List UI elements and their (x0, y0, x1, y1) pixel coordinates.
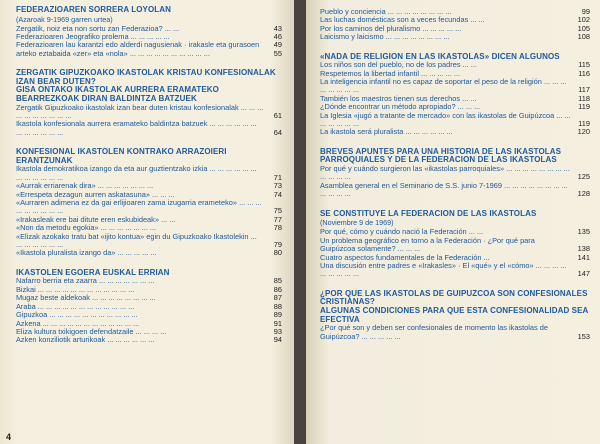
entry-page-number: 87 (273, 293, 282, 303)
entry-title: Zergatik, noiz eta non sortu zan Federazioa? ... ... (16, 23, 180, 33)
toc-entry (320, 112, 590, 129)
entry-page-number: 141 (577, 252, 590, 262)
entry-title: «Elizak azokako tratu bat «ijito kontua» egin du Gipuzkoako Ikastolekin ... ... ... ... ... ... ... (16, 231, 257, 250)
entry-title: Eliza kultura txikigoen defendatzaile ... ... ... ... (16, 326, 167, 336)
entry-page-number: 147 (577, 269, 590, 279)
toc-section (320, 53, 590, 137)
toc-entry (320, 78, 590, 95)
toc-entry (16, 249, 282, 257)
entry-title: Ikastola demokratikoa izango da eta aur guztientzako izkia ... ... ... ... ... ... ... ... ... ... ... ... (16, 164, 257, 182)
entry-page-number: 105 (577, 23, 590, 33)
entry-title: Ikastola konfesionala aurrera eramateko baldintza batzuek ... ... ... ... ... ... ... ... ... ... ... ... (16, 119, 257, 137)
entry-page-number: 49 55 (273, 40, 282, 58)
entry-title: La inteligencia infantil no es capaz de soportar el peso de la religión ... ... ... ... ... ... ... ... (320, 77, 567, 95)
entry-page-number: 116 (578, 68, 590, 78)
entry-page-number: 125 (577, 172, 590, 182)
entry-title: Por qué y cuándo surgieron las «ikastolas parroquiales» ... ... ... ... ... ... ... ... ... ... ... ... (320, 164, 570, 182)
left-page (0, 0, 294, 444)
section-title: BREVES APUNTES PARA UNA HISTORIA DE LAS IKASTOLAS PARROQUIALES Y DE LA FEDERACION DE LAS IKASTOLAS (320, 146, 562, 165)
entry-title: Respetemos la libertad infantil ... ... ... ... ... (320, 68, 461, 78)
entry-page-number: 108 (577, 32, 590, 42)
page-number: 4 (6, 432, 12, 442)
entry-title: Federazioaren Jeografiko prolema ... ... ... ... ... (16, 32, 170, 41)
entry-page-number: 86 (273, 284, 282, 294)
toc-section (16, 6, 282, 58)
section-title: KONFESIONAL IKASTOLEN KONTRAKO ARRAZOIERI ERANTZUNAK (16, 147, 227, 165)
entry-title: Azken konziliotik arturikoak ... ... ... ... ... ... (16, 335, 155, 345)
toc-entry (320, 128, 590, 136)
entry-title: Por los caminos del pluralismo ... ... ... ... ... (320, 23, 462, 33)
entry-title: Nafarro berria eta zaarra ... ... ... ... ... ... ... (16, 276, 155, 286)
entry-title: Zergatik Gipuzkoako ikastolak izan bear duten kristau konfesionalak ... ... ... ... ... ... ... ... ... ... (16, 102, 264, 120)
section-title: «NADA DE RELIGION EN LAS IKASTOLAS» DICEN ALGUNOS (320, 51, 560, 61)
entry-page-number: 46 (273, 32, 282, 41)
entry-title: Asamblea general en el Seminario de S.S. junio 7-1969 ... ... ... ... ... ... ... ... ... ... ... ... (320, 180, 568, 199)
section-subtitle: (Noviembre 9 de 1969) (320, 218, 394, 228)
entry-page-number: 135 (577, 227, 590, 237)
entry-page-number: 85 (273, 276, 282, 286)
toc-entry (16, 165, 282, 182)
entry-page-number: 120 (577, 127, 590, 137)
entry-title: También los maestros tienen sus derechos ... ... (320, 93, 477, 103)
section-title: FEDERAZIOAREN SORRERA LOYOLAN (16, 5, 172, 14)
toc-entry (16, 233, 282, 250)
entry-title: Cuatro aspectos fundamentales de la Federación ... (320, 252, 490, 262)
toc-section (320, 290, 590, 341)
entry-page-number: 119 (578, 102, 590, 112)
entry-page-number: 89 (273, 310, 282, 320)
entry-page-number: 94 (273, 335, 282, 345)
toc-entry (320, 165, 590, 182)
entry-page-number: 119 (578, 119, 590, 129)
entry-page-number: 64 (273, 127, 282, 137)
toc-entry (16, 336, 282, 344)
entry-title: Laicismo y laicismo ... ... ... ... ... ... ... ... (320, 32, 450, 42)
toc-entry (320, 324, 590, 341)
toc-section (16, 269, 282, 345)
section-title: ZERGATIK GIPUZKOAKO IKASTOLAK KRISTAU KONFESIONALAK IZAN BEAR DUTEN? (16, 68, 276, 86)
entry-page-number: 78 (273, 223, 282, 233)
entry-title: «Non da metodu egokia» ... ... ... ... ... ... ... (16, 223, 157, 233)
entry-page-number: 91 (273, 318, 282, 328)
entry-page-number: 80 (273, 248, 282, 258)
entry-page-number: 93 (273, 326, 282, 336)
entry-page-number: 75 (273, 206, 282, 216)
toc-entry (320, 33, 590, 41)
entry-title: «Errespeta dezagun aurren askatasuna» ... ... ... (16, 189, 175, 199)
entry-title: «Aurraren adimena ez da gai erlijioaren zama izugarria erameteko» ... ... ... ... ... ... ... ... ... (16, 198, 262, 216)
entry-page-number: 61 (273, 111, 282, 120)
entry-title: La ikastola será pluralista ... ... ... ... ... ... (320, 127, 453, 137)
entry-title: Azkena ... ... ... ... ... ... ... ... ... ... ... ... (16, 318, 140, 328)
toc-entry (320, 182, 590, 199)
toc-section (16, 69, 282, 137)
entry-title: Gipuzkoa ... ... ... ... ... ... ... ... ... ... ... (16, 310, 138, 320)
toc-entry (16, 41, 282, 58)
entry-page-number: 115 (578, 60, 590, 70)
entry-page-number: 73 (273, 181, 282, 191)
entry-title: Una discusión entre padres e «Irakasles» · El «qué» y el «cómo» ... ... ... ... ... ... ... ... ... (320, 260, 567, 279)
entry-page-number: 117 (578, 85, 590, 95)
entry-title: Bizkai ... ... ... ... ... ... ... ... ... ... ... ... (16, 284, 135, 294)
entry-title: «Irakasleak ere bai ditute eren eskubideak» ... ... (16, 214, 176, 224)
entry-page-number: 118 (578, 93, 590, 103)
entry-page-number: 88 (273, 301, 282, 311)
entry-title: Araba ... ... ... ... ... ... ... ... ... ... ... ... (16, 301, 135, 311)
section-title: GISA ONTAKO IKASTOLAK AURRERA ERAMATEKO BEARREZKOAK DIRAN BALDINTZA BATZUEK (16, 85, 220, 103)
entry-page-number: 128 (577, 189, 590, 199)
toc-entry (16, 120, 282, 137)
entry-title: «Ikastola pluralista izango da» ... ... ... ... ... (16, 248, 157, 258)
entry-title: Pueblo y conciencia ... ... ... ... ... ... ... ... (320, 7, 452, 16)
toc-entry (320, 262, 590, 279)
entry-page-number: 102 (577, 15, 590, 25)
section-title: SE CONSTITUYE LA FEDERACION DE LAS IKASTOLAS (320, 208, 537, 218)
entry-page-number: 79 (273, 240, 282, 250)
entry-title: ¿Por qué son y deben ser confesionales de momento las ikastolas de Guipúzcoa? ... ... ... ... ... (320, 323, 549, 341)
entry-title: Los niños son del pueblo, no de los padres ... ... (320, 60, 477, 70)
entry-page-number: 71 (273, 172, 282, 182)
entry-title: Federazioaren lau karantzi edo alderdi nagusienak · irakasle eta gurasoen arteko eztabaida «zer» eta «nola» ... ... ... ... ... ... ... ... ... ... (16, 40, 260, 58)
entry-title: «Aurrak erriarenak dira» ... ... ... ... ... ... ... (16, 181, 154, 191)
right-page (306, 0, 600, 444)
entry-page-number: 99 (581, 7, 590, 16)
section-title: IKASTOLEN EGOERA EUSKAL ERRIAN (16, 267, 170, 277)
entry-title: Mugaz beste aldekoak ... ... ... ... ... ... ... ... (16, 293, 156, 303)
entry-page-number: 77 (273, 214, 282, 224)
section-subtitle: (Azaroak 9-1969 garren urtea) (16, 14, 113, 24)
toc-section (320, 148, 590, 199)
toc-entry (16, 104, 282, 121)
toc-entry (320, 237, 590, 254)
toc-section (320, 210, 590, 279)
entry-page-number: 138 (577, 244, 590, 254)
entry-title: Las luchas domésticas son a veces fecundas ... ... (320, 15, 485, 25)
entry-title: Un problema geográfico en torno a la Federación · ¿Por qué para Guipúzcoa solamente? ... ... ... (320, 235, 535, 254)
toc-section (320, 8, 590, 42)
entry-title: La Iglesia «jugó a tratante de mercado» con las ikastolas de Guipúzcoa ... ... ... ... ... ... ... (320, 110, 571, 129)
toc-section (16, 148, 282, 258)
section-title: ¿POR QUE LAS IKASTOLAS DE GUIPUZCOA SON CONFESIONALES CRISTIANAS? (320, 288, 588, 307)
entry-title: Por qué, cómo y cuándo nació la Federación ... ... (320, 227, 484, 237)
entry-page-number: 74 (273, 189, 282, 199)
entry-page-number: 153 (577, 331, 590, 341)
section-title: ALGUNAS CONDICIONES PARA QUE ESTA CONFESIONALIDAD SEA EFECTIVA (320, 305, 589, 324)
entry-title: ¿Dónde encontrar un método apropiado? ... ... ... (320, 102, 481, 112)
toc-entry (16, 199, 282, 216)
entry-page-number: 43 (273, 23, 282, 33)
